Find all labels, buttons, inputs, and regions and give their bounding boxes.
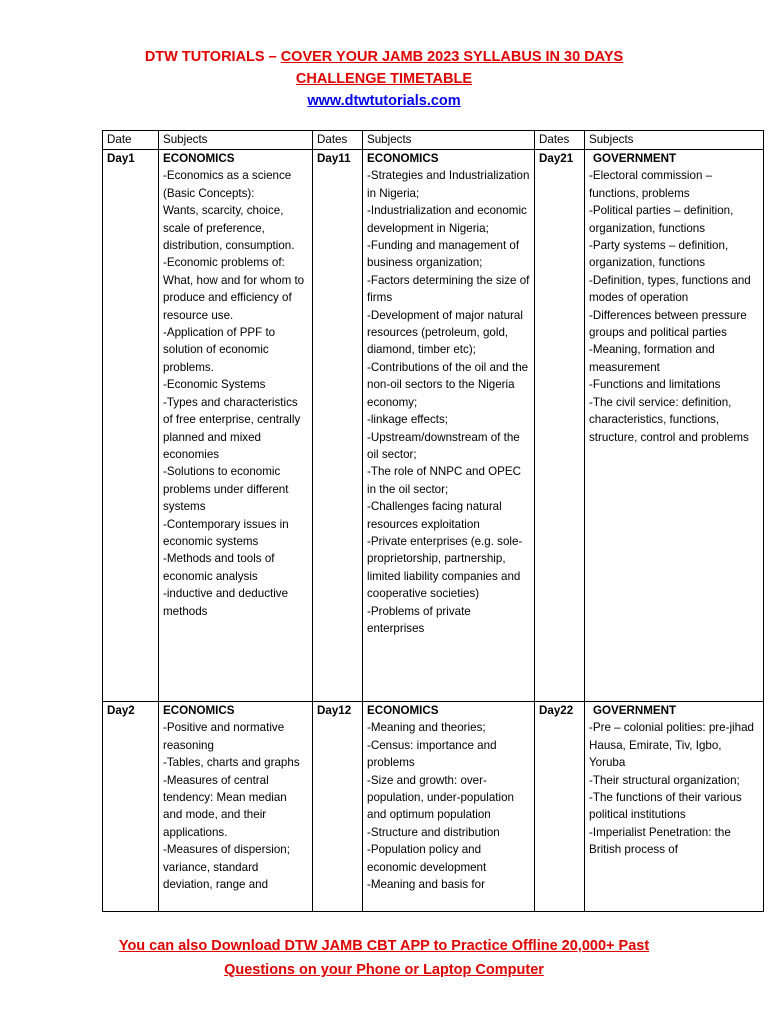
topic-item: -Types and characteristics of free enterprise, centrally planned and mixed economies xyxy=(163,395,301,461)
topic-item: -Economic Systems xyxy=(163,378,266,392)
topic-item: -Tables, charts and graphs xyxy=(163,756,300,770)
topic-item: -Strategies and Industrialization in Nigeria; xyxy=(367,169,530,200)
topic-item: -Pre – colonial polities: pre-jihad Hausa, Emirate, Tiv, Igbo, Yoruba xyxy=(589,721,754,770)
topic-item: -linkage effects; xyxy=(367,413,448,427)
topic-item: -The role of NNPC and OPEC in the oil sector; xyxy=(367,465,521,496)
topic-item: -Economics as a science (Basic Concepts): xyxy=(163,169,292,200)
topic-list xyxy=(589,719,759,858)
table-row xyxy=(103,702,764,912)
subjects-cell xyxy=(585,702,764,912)
title-part1: COVER YOUR JAMB 2023 SYLLABUS IN 30 DAYS xyxy=(280,49,624,65)
promo-line-1[interactable]: You can also Download DTW JAMB CBT APP to Practice Offline 20,000+ Past xyxy=(118,938,650,954)
col-header-subjects: Subjects xyxy=(159,131,313,150)
topic-list xyxy=(367,719,530,893)
promo-line-2[interactable]: Questions on your Phone or Laptop Computer xyxy=(224,962,544,978)
col-header-dates: Dates xyxy=(313,131,363,150)
topic-list xyxy=(163,167,308,620)
topic-item: -Contributions of the oil and the non-oil sectors to the Nigeria economy; xyxy=(367,360,529,409)
topic-item: -Upstream/downstream of the oil sector; xyxy=(367,430,520,461)
topic-item: -Methods and tools of economic analysis xyxy=(163,552,275,583)
topic-item: -The civil service: definition, characteristics, functions, structure, control and problems xyxy=(589,395,749,444)
topic-item: -Meaning and basis for xyxy=(367,878,485,892)
subject-heading: GOVERNMENT xyxy=(593,704,677,717)
topic-item: -Imperialist Penetration: the British process of xyxy=(589,825,731,857)
col-header-date: Date xyxy=(103,131,159,150)
topic-item: -Differences between pressure groups and political parties xyxy=(589,308,747,340)
topic-item: -Application of PPF to solution of economic problems. xyxy=(163,326,276,374)
topic-list xyxy=(163,719,308,893)
day-cell: Day2 xyxy=(103,702,159,912)
topic-item: -Factors determining the size of firms xyxy=(367,273,530,305)
topic-item: -Functions and limitations xyxy=(589,378,721,392)
topic-item: -Development of major natural resources (petroleum, gold, diamond, timber etc); xyxy=(367,308,523,357)
subjects-cell xyxy=(585,150,764,702)
topic-item: -Solutions to economic problems under different systems xyxy=(163,465,289,514)
subjects-cell xyxy=(363,702,535,912)
topic-item: -Political parties – definition, organization, functions xyxy=(589,204,734,235)
topic-item: -Definition, types, functions and modes of operation xyxy=(589,273,751,305)
day-cell: Day21 xyxy=(535,150,585,702)
title-part2: CHALLENGE TIMETABLE xyxy=(295,71,473,87)
topic-item: -Economic problems of: What, how and for whom to produce and efficiency of resource use. xyxy=(163,256,305,322)
topic-item: -Funding and management of business organization; xyxy=(367,239,520,270)
table-header-row xyxy=(103,131,764,150)
topic-item: -Positive and normative reasoning xyxy=(163,721,285,752)
topic-item: -Electoral commission – functions, problems xyxy=(589,169,713,200)
topic-item: -The functions of their various political institutions xyxy=(589,791,742,822)
topic-item: -Contemporary issues in economic systems xyxy=(163,517,289,548)
subject-heading: ECONOMICS xyxy=(163,704,235,717)
app-promo-footer xyxy=(0,934,768,982)
document-header xyxy=(0,46,768,112)
topic-item: -Industrialization and economic development in Nigeria; xyxy=(367,204,527,235)
header-title xyxy=(0,46,768,68)
timetable xyxy=(102,130,764,912)
topic-item: -Census: importance and problems xyxy=(367,738,497,770)
day-cell: Day1 xyxy=(103,150,159,702)
topic-item: -Structure and distribution xyxy=(367,825,500,839)
col-header-dates: Dates xyxy=(535,131,585,150)
topic-item: -Party systems – definition, organization, functions xyxy=(589,239,729,270)
topic-item: Wants, scarcity, choice, scale of preference, distribution, consumption. xyxy=(163,204,295,253)
topic-item: -inductive and deductive methods xyxy=(163,587,289,618)
topic-item: -Size and growth: over-population, under-population and optimum population xyxy=(367,773,514,822)
topic-item: -Measures of central tendency: Mean median and mode, and their applications. xyxy=(163,773,287,839)
topic-item: -Challenges facing natural resources exploitation xyxy=(367,500,502,531)
topic-item: -Problems of private enterprises xyxy=(367,604,471,635)
day-cell: Day11 xyxy=(313,150,363,702)
table-row xyxy=(103,150,764,702)
website-link[interactable]: www.dtwtutorials.com xyxy=(307,93,461,109)
brand-name: DTW TUTORIALS – xyxy=(144,49,281,65)
subject-heading: ECONOMICS xyxy=(367,152,439,165)
subjects-cell xyxy=(363,150,535,702)
subject-heading: ECONOMICS xyxy=(367,704,439,717)
header-subtitle xyxy=(0,68,768,90)
topic-list xyxy=(367,167,530,637)
topic-list xyxy=(589,167,759,446)
topic-item: -Population policy and economic development xyxy=(367,843,487,874)
day-cell: Day22 xyxy=(535,702,585,912)
subjects-cell xyxy=(159,150,313,702)
subject-heading: ECONOMICS xyxy=(163,152,235,165)
col-header-subjects: Subjects xyxy=(585,131,764,150)
day-cell: Day12 xyxy=(313,702,363,912)
topic-item: -Meaning and theories; xyxy=(367,721,486,735)
topic-item: -Their structural organization; xyxy=(589,773,740,787)
topic-item: -Meaning, formation and measurement xyxy=(589,343,715,374)
topic-item: -Measures of dispersion; variance, standard deviation, range and xyxy=(163,843,290,892)
topic-item: -Private enterprises (e.g. sole-proprietorship, partnership, limited liability companies and cooperative societies) xyxy=(367,534,523,601)
col-header-subjects: Subjects xyxy=(363,131,535,150)
subject-heading: GOVERNMENT xyxy=(593,152,677,165)
subjects-cell xyxy=(159,702,313,912)
